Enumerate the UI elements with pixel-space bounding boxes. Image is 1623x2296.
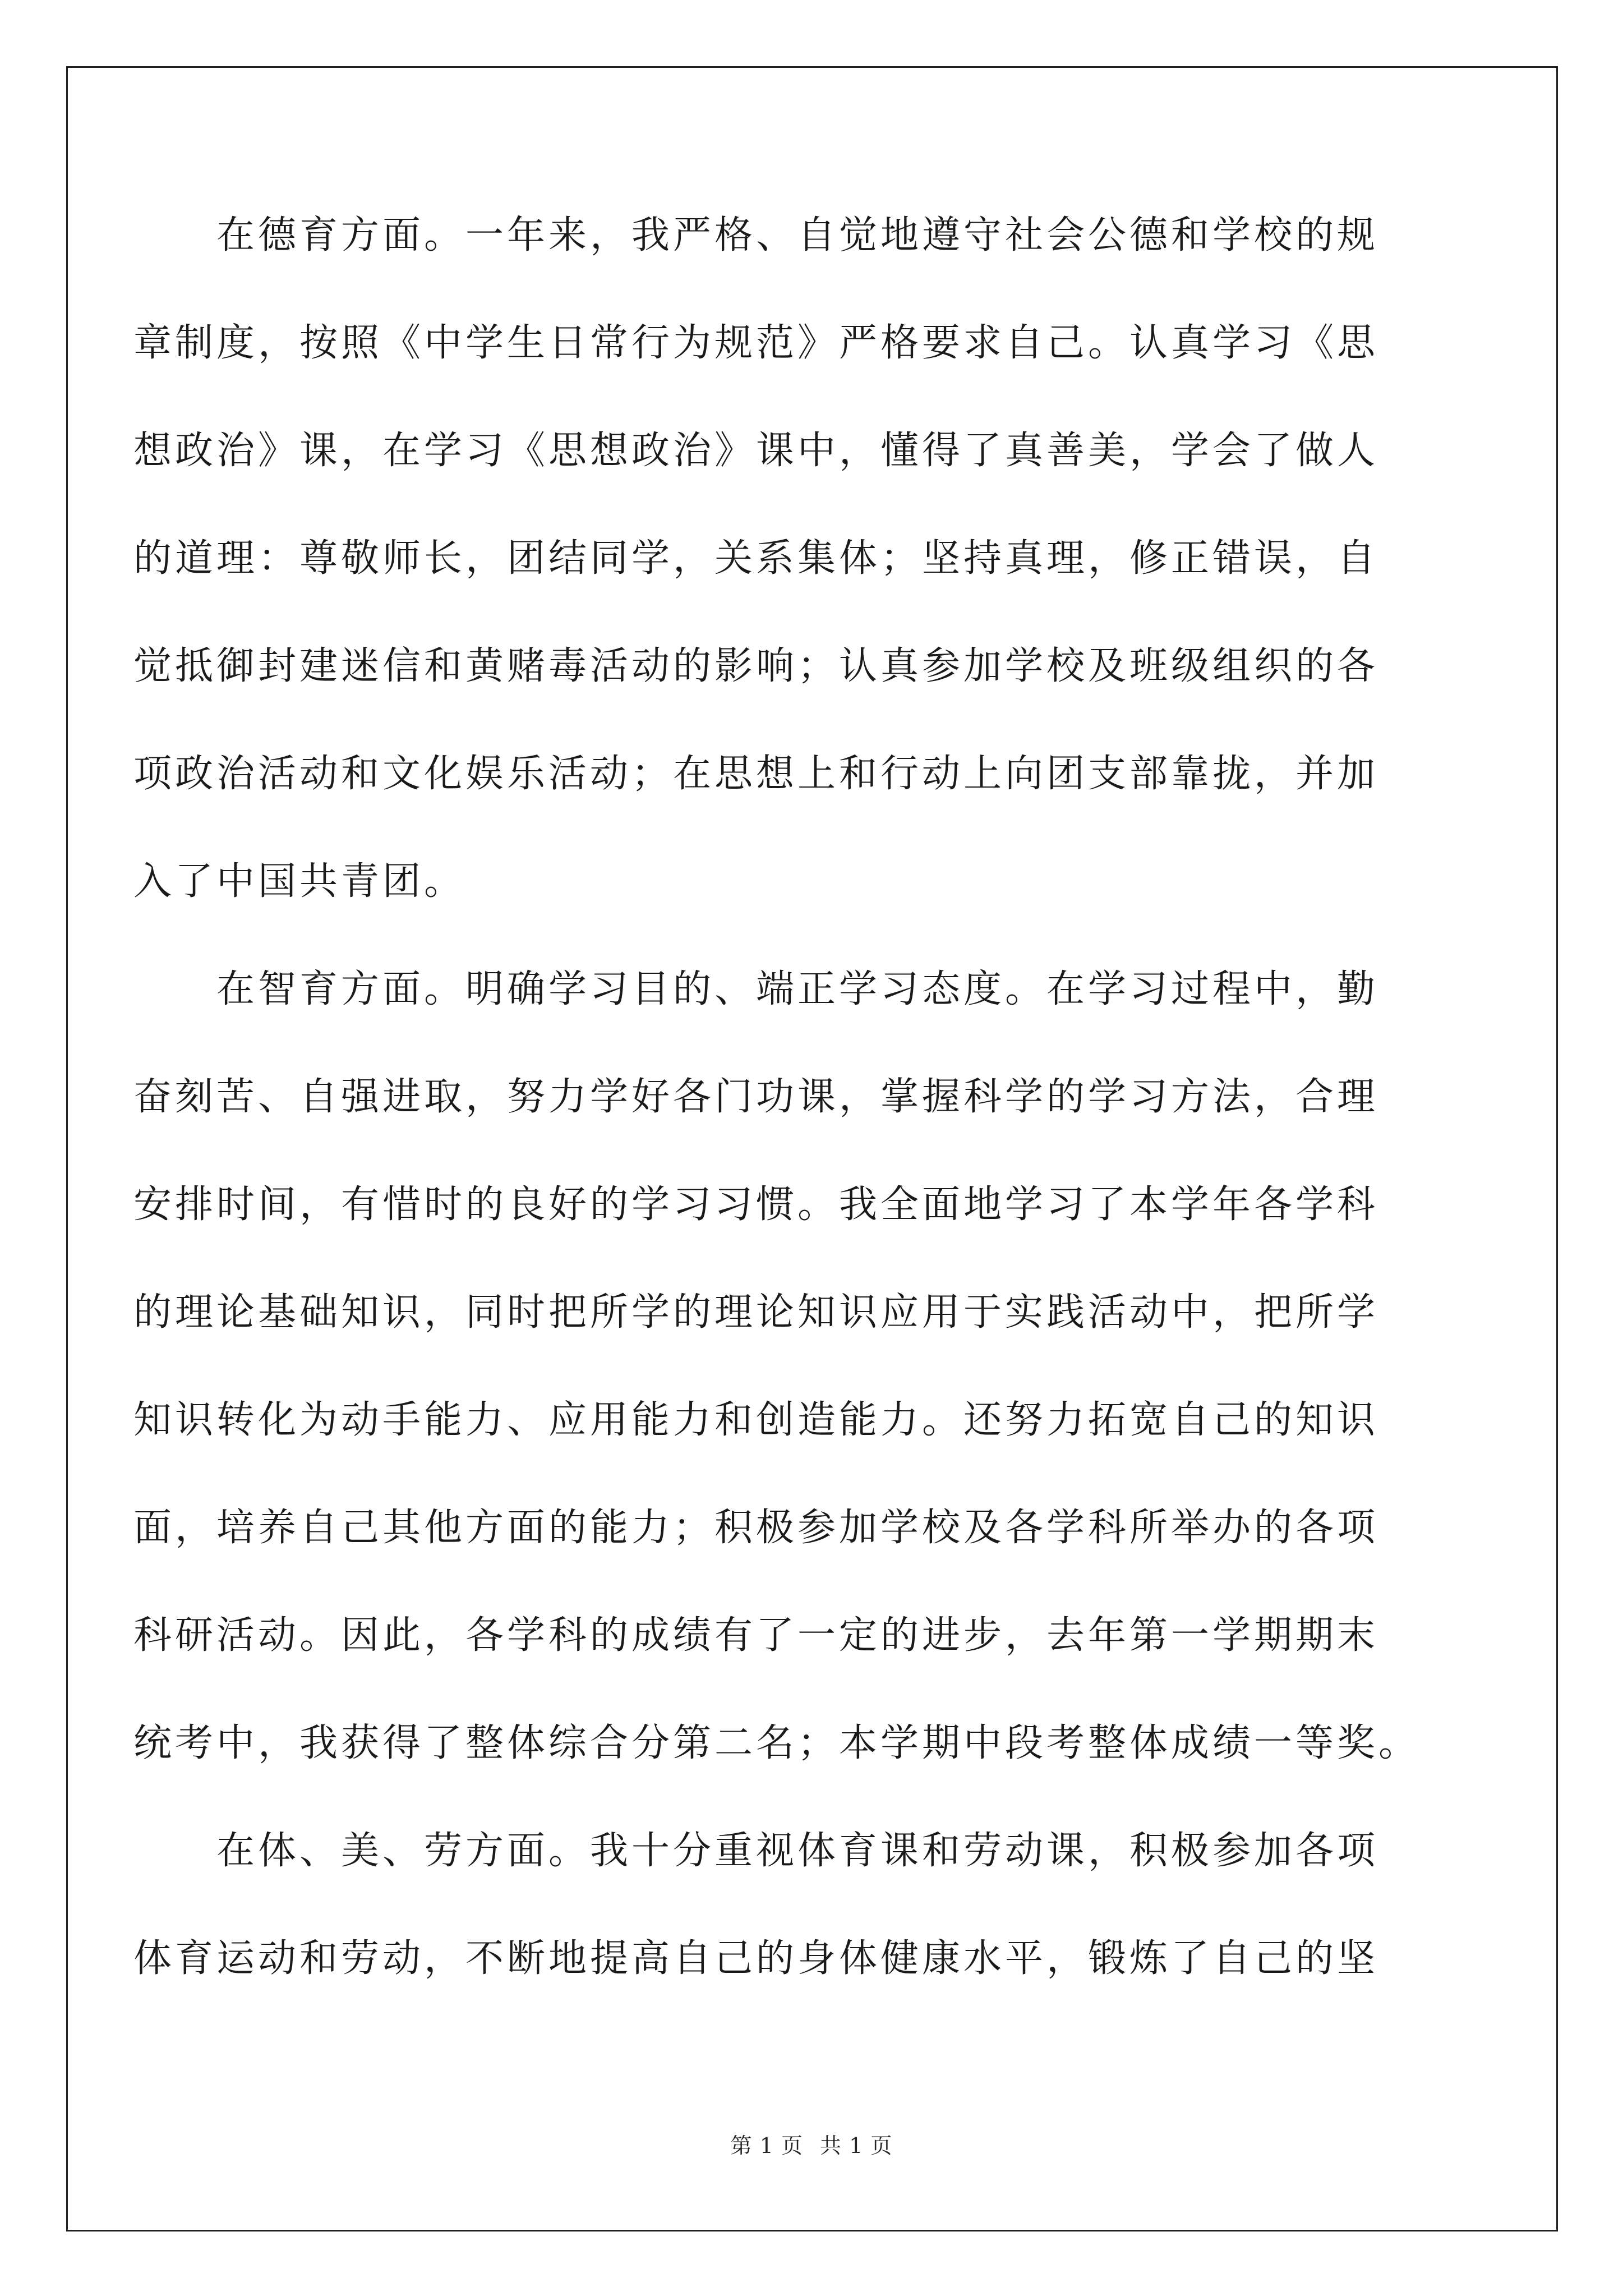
total-pages: 共 1 页 — [820, 2133, 893, 2158]
text-line: 知识转化为动手能力、应用能力和创造能力。还努力拓宽自己的知识 — [133, 1398, 1379, 1442]
text-line: 项政治活动和文化娱乐活动；在思想上和行动上向团支部靠拢，并加 — [133, 752, 1379, 796]
text-line: 的道理：尊敬师长，团结同学，关系集体；坚持真理，修正错误，自 — [133, 536, 1379, 581]
text-line: 想政治》课，在学习《思想政治》课中，懂得了真善美，学会了做人 — [133, 429, 1379, 473]
page-number: 第 1 页 — [730, 2133, 803, 2158]
text-line: 入了中国共青团。 — [133, 859, 466, 904]
text-line: 统考中，我获得了整体综合分第二名；本学期中段考整体成绩一等奖。 — [133, 1721, 1421, 1765]
text-line: 的理论基础知识，同时把所学的理论知识应用于实践活动中，把所学 — [133, 1290, 1379, 1335]
page-footer — [0, 2132, 1623, 2160]
text-line: 觉抵御封建迷信和黄赌毒活动的影响；认真参加学校及班级组织的各 — [133, 644, 1379, 688]
text-line: 奋刻苦、自强进取，努力学好各门功课，掌握科学的学习方法，合理 — [133, 1075, 1379, 1119]
page-border — [66, 66, 1558, 2231]
text-line: 在德育方面。一年来，我严格、自觉地遵守社会公德和学校的规 — [133, 213, 1379, 257]
text-line: 在体、美、劳方面。我十分重视体育课和劳动课，积极参加各项 — [133, 1829, 1379, 1873]
text-line: 在智育方面。明确学习目的、端正学习态度。在学习过程中，勤 — [133, 967, 1379, 1011]
text-line: 面，培养自己其他方面的能力；积极参加学校及各学科所举办的各项 — [133, 1506, 1379, 1550]
text-line: 安排时间，有惜时的良好的学习习惯。我全面地学习了本学年各学科 — [133, 1182, 1379, 1227]
text-line: 章制度，按照《中学生日常行为规范》严格要求自己。认真学习《思 — [133, 321, 1379, 365]
text-line: 科研活动。因此，各学科的成绩有了一定的进步，去年第一学期期末 — [133, 1613, 1379, 1658]
text-line: 体育运动和劳动，不断地提高自己的身体健康水平，锻炼了自己的坚 — [133, 1936, 1379, 1981]
